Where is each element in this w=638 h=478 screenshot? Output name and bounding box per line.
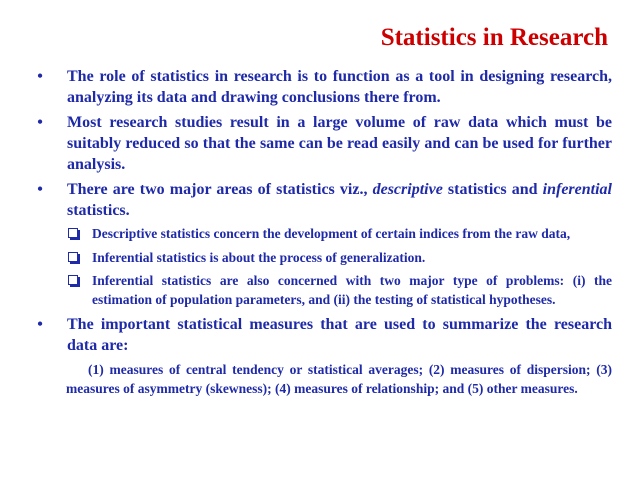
- sub-bullet-text: Descriptive statistics concern the development of certain indices from the raw data,: [92, 226, 571, 241]
- bullet-icon: •: [37, 316, 43, 333]
- sub-bullet-item: [66, 272, 612, 309]
- bullet-icon: •: [37, 68, 43, 85]
- bullet-text-part: statistics and: [442, 181, 543, 198]
- bullet-item: [30, 112, 612, 175]
- bullet-item: [30, 314, 612, 356]
- bullet-text: The role of statistics in research is to function as a tool in designing research, analyzing its data and drawing conclusions there from.: [67, 68, 612, 106]
- checkbox-square-icon: [68, 252, 78, 262]
- slide-title: Statistics in Research: [380, 24, 608, 51]
- bullet-text-part: statistics.: [67, 202, 130, 219]
- checkbox-square-icon: [68, 228, 78, 238]
- slide-content: [30, 66, 612, 398]
- sub-bullet-text: Inferential statistics are also concerned with two major type of problems: (i) the estimation of population parameters, and (ii) the testing of statistical hypotheses.: [92, 273, 612, 307]
- sub-bullet-list: [30, 225, 612, 309]
- sub-bullet-item: [66, 249, 612, 268]
- checkbox-square-icon: [68, 275, 78, 285]
- emphasis-inferential: inferential: [542, 181, 612, 198]
- sub-bullet-text: Inferential statistics is about the process of generalization.: [92, 249, 426, 265]
- bullet-text: Most research studies result in a large volume of raw data which must be suitably reduced so that the same can be read easily and can be used for further analysis.: [67, 114, 612, 173]
- bullet-text-part: There are two major areas of statistics viz.,: [67, 181, 373, 198]
- bullet-text: The important statistical measures that are used to summarize the research data are:: [67, 316, 612, 354]
- measures-paragraph: (1) measures of central tendency or statistical averages; (2) measures of dispersion; (3) measures of asymmetry (skewness); (4) measures of relationship; and (5) other measures.: [66, 362, 612, 396]
- bullet-item: [30, 66, 612, 108]
- bullet-icon: •: [37, 114, 43, 131]
- bullet-icon: •: [37, 181, 43, 198]
- emphasis-descriptive: descriptive: [372, 181, 443, 198]
- sub-bullet-item: [66, 225, 612, 244]
- bullet-item: [30, 179, 612, 221]
